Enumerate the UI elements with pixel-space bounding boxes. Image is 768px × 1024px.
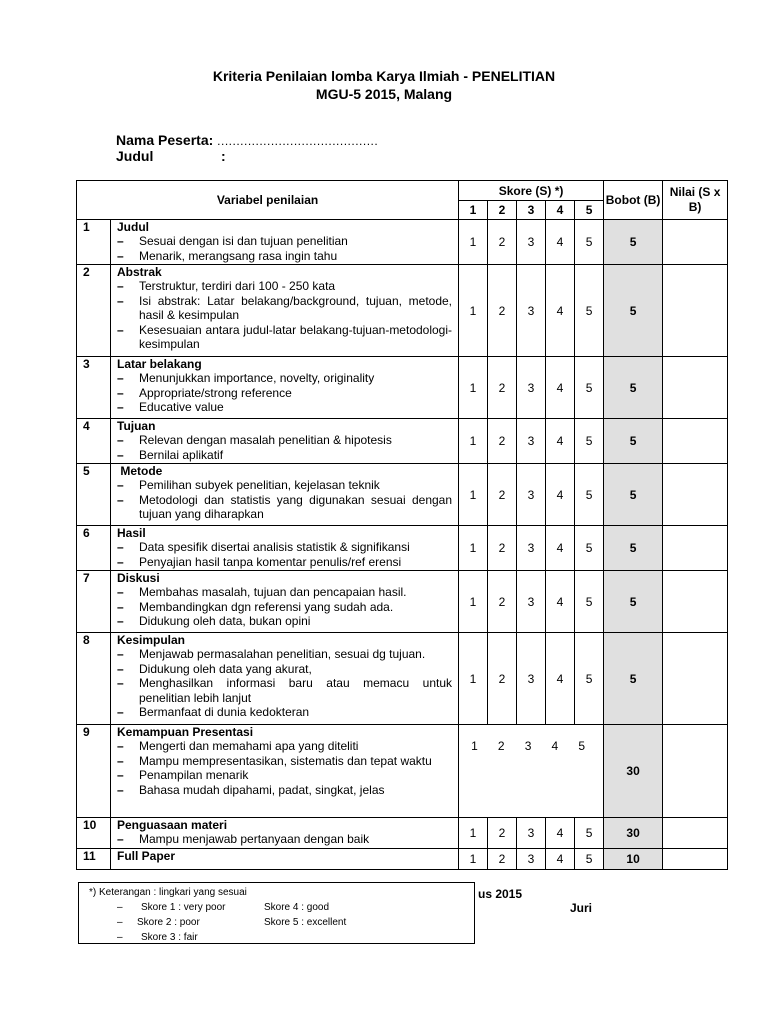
skore-header: Skore (S) *) <box>459 181 604 201</box>
score-option[interactable]: 3 <box>517 357 546 419</box>
nama-peserta-field <box>116 132 378 148</box>
score-option[interactable]: 2 <box>488 419 517 464</box>
criteria-items <box>117 478 452 522</box>
score-option[interactable]: 1 <box>459 265 488 357</box>
criteria-row <box>77 526 728 571</box>
score-option[interactable]: 4 <box>546 464 575 526</box>
document-subtitle: MGU-5 2015, Malang <box>315 86 453 102</box>
score-option[interactable]: 3 <box>517 265 546 357</box>
criteria-items <box>117 540 452 569</box>
bobot-value: 5 <box>604 526 663 571</box>
criteria-items <box>117 279 452 352</box>
score-option[interactable]: 4 <box>546 571 575 633</box>
criteria-item: – Terstruktur, terdiri dari 100 - 250 kata <box>117 279 452 294</box>
criteria-item: – Penyajian hasil tanpa komentar penulis/ref erensi <box>117 555 452 570</box>
score-option[interactable]: 1 <box>459 571 488 633</box>
criteria-number: 4 <box>77 419 111 464</box>
nama-peserta-label: Nama Peserta: <box>116 132 214 148</box>
score-option[interactable]: 1 <box>459 526 488 571</box>
bobot-value: 10 <box>604 848 663 869</box>
score-option[interactable]: 4 <box>546 419 575 464</box>
criteria-name: Latar belakang <box>117 357 202 371</box>
criteria-item: – Bernilai aplikatif <box>117 448 452 463</box>
legend-dash: – <box>117 917 123 928</box>
criteria-name: Kesimpulan <box>117 633 186 647</box>
nilai-input[interactable] <box>663 571 728 633</box>
score-option[interactable]: 2 <box>488 633 517 725</box>
score-option[interactable]: 3 <box>517 848 546 869</box>
criteria-item: – Pemilihan subyek penelitian, kejelasan teknik <box>117 478 452 493</box>
legend-title: *) Keterangan : lingkari yang sesuai <box>89 887 247 898</box>
score-option[interactable]: 3 <box>517 220 546 265</box>
criteria-cell <box>111 419 459 464</box>
criteria-item: – Mengerti dan memahami apa yang diteliti <box>117 739 452 754</box>
score-option[interactable]: 5 <box>575 526 604 571</box>
score-option[interactable]: 1 <box>459 848 488 869</box>
criteria-row <box>77 725 728 818</box>
criteria-item: – Menunjukkan importance, novelty, originality <box>117 371 452 386</box>
criteria-row <box>77 419 728 464</box>
bobot-value: 5 <box>604 265 663 357</box>
criteria-name: Hasil <box>117 526 146 540</box>
score-option[interactable]: 2 <box>488 464 517 526</box>
legend-skore-5: Skore 5 : excellent <box>264 917 347 928</box>
score-option[interactable]: 5 <box>575 419 604 464</box>
judul-colon: : <box>221 148 226 164</box>
criteria-row <box>77 633 728 725</box>
score-option[interactable]: 5 <box>575 220 604 265</box>
criteria-items <box>117 585 452 629</box>
criteria-name: Full Paper <box>117 848 176 863</box>
score-col-header: 4 <box>546 201 575 220</box>
score-option[interactable]: 1 <box>459 633 488 725</box>
score-col-header: 5 <box>575 201 604 220</box>
score-option[interactable]: 2 <box>488 265 517 357</box>
score-option[interactable]: 4 <box>546 220 575 265</box>
criteria-item: – Educative value <box>117 400 452 415</box>
score-option[interactable]: 3 <box>524 739 532 753</box>
score-option[interactable]: 3 <box>517 526 546 571</box>
variabel-header: Variabel penilaian <box>77 181 459 220</box>
score-option[interactable]: 4 <box>546 633 575 725</box>
score-option[interactable]: 3 <box>517 818 546 849</box>
bobot-value: 5 <box>604 419 663 464</box>
criteria-name: Diskusi <box>117 571 160 585</box>
score-option[interactable]: 1 <box>459 220 488 265</box>
criteria-row <box>77 571 728 633</box>
score-option[interactable]: 3 <box>517 571 546 633</box>
criteria-cell <box>111 265 459 357</box>
criteria-name: Abstrak <box>117 265 162 279</box>
score-option[interactable]: 5 <box>575 357 604 419</box>
score-option[interactable]: 2 <box>497 739 505 753</box>
legend-dash: – <box>117 932 123 943</box>
criteria-row <box>77 848 728 869</box>
score-option[interactable]: 1 <box>459 357 488 419</box>
score-option[interactable]: 4 <box>546 526 575 571</box>
criteria-name: Tujuan <box>117 419 156 433</box>
criteria-cell <box>111 848 459 869</box>
nilai-input[interactable] <box>663 633 728 725</box>
nama-peserta-dots: .......................................... <box>217 134 379 148</box>
nilai-input[interactable] <box>663 526 728 571</box>
criteria-name: Penguasaan materi <box>117 818 228 832</box>
criteria-items <box>117 739 452 797</box>
criteria-number: 7 <box>77 571 111 633</box>
juri-label: Juri <box>570 901 593 915</box>
criteria-row <box>77 220 728 265</box>
criteria-item: – Data spesifik disertai analisis statistik & signifikansi <box>117 540 452 555</box>
score-option[interactable]: 3 <box>517 633 546 725</box>
criteria-cell <box>111 725 459 818</box>
criteria-number: 3 <box>77 357 111 419</box>
criteria-item: – Kesesuaian antara judul-latar belakang-tujuan-metodologi-kesimpulan <box>117 323 452 352</box>
score-option[interactable]: 4 <box>546 265 575 357</box>
score-option[interactable]: 3 <box>517 464 546 526</box>
score-option[interactable]: 2 <box>488 220 517 265</box>
criteria-row <box>77 818 728 849</box>
score-col-header: 2 <box>488 201 517 220</box>
nilai-input[interactable] <box>663 220 728 265</box>
legend-box <box>78 882 475 944</box>
score-option[interactable]: 2 <box>488 526 517 571</box>
criteria-number: 1 <box>77 220 111 265</box>
score-option[interactable]: 3 <box>517 419 546 464</box>
score-option[interactable]: 1 <box>471 739 478 753</box>
criteria-item: – Mampu mempresentasikan, sistematis dan tepat waktu <box>117 754 452 769</box>
bobot-value: 5 <box>604 633 663 725</box>
bobot-value: 30 <box>604 818 663 849</box>
criteria-cell <box>111 220 459 265</box>
score-option[interactable]: 5 <box>578 739 586 753</box>
criteria-number: 8 <box>77 633 111 725</box>
bobot-value: 30 <box>604 725 663 818</box>
criteria-number: 5 <box>77 464 111 526</box>
criteria-item: – Isi abstrak: Latar belakang/background, tujuan, metode, hasil & kesimpulan <box>117 294 452 323</box>
criteria-item: – Membandingkan dgn referensi yang sudah ada. <box>117 600 452 615</box>
criteria-item: – Bahasa mudah dipahami, padat, singkat, jelas <box>117 783 452 798</box>
score-option[interactable]: 4 <box>546 848 575 869</box>
score-option[interactable]: 5 <box>575 265 604 357</box>
nilai-input[interactable] <box>663 357 728 419</box>
legend-dash: – <box>117 902 123 913</box>
score-option[interactable]: 4 <box>551 739 559 753</box>
criteria-item: – Appropriate/strong reference <box>117 386 452 401</box>
criteria-row <box>77 265 728 357</box>
nilai-input[interactable] <box>663 464 728 526</box>
legend-skore-1: Skore 1 : very poor <box>141 902 226 913</box>
judul-label: Judul <box>116 148 154 164</box>
score-option[interactable]: 4 <box>546 357 575 419</box>
score-option[interactable]: 5 <box>575 848 604 869</box>
criteria-item: – Mampu menjawab pertanyaan dengan baik <box>117 832 452 847</box>
criteria-number: 10 <box>77 818 111 849</box>
criteria-item: – Menghasilkan informasi baru atau memacu untuk penelitian lebih lanjut <box>117 676 452 705</box>
criteria-number: 2 <box>77 265 111 357</box>
criteria-cell <box>111 357 459 419</box>
criteria-item: – Didukung oleh data, bukan opini <box>117 614 452 629</box>
criteria-cell <box>111 571 459 633</box>
criteria-number: 6 <box>77 526 111 571</box>
criteria-table <box>76 180 728 870</box>
criteria-row <box>77 464 728 526</box>
score-option[interactable]: 2 <box>488 571 517 633</box>
criteria-items <box>117 433 452 462</box>
legend-skore-2: Skore 2 : poor <box>137 917 200 928</box>
criteria-number: 11 <box>77 848 111 869</box>
criteria-item: – Bermanfaat di dunia kedokteran <box>117 705 452 720</box>
score-option[interactable]: 1 <box>459 464 488 526</box>
nilai-input[interactable] <box>663 818 728 849</box>
criteria-item: – Penampilan menarik <box>117 768 452 783</box>
score-option[interactable]: 1 <box>459 419 488 464</box>
bobot-value: 5 <box>604 571 663 633</box>
score-col-header: 1 <box>459 201 488 220</box>
criteria-number: 9 <box>77 725 111 818</box>
criteria-items <box>117 234 452 263</box>
nilai-input[interactable] <box>663 725 728 818</box>
judul-field <box>116 148 226 164</box>
criteria-cell <box>111 633 459 725</box>
criteria-item: – Membahas masalah, tujuan dan pencapaian hasil. <box>117 585 452 600</box>
score-option[interactable]: 2 <box>488 818 517 849</box>
score-option[interactable]: 1 <box>459 818 488 849</box>
score-option[interactable]: 2 <box>488 848 517 869</box>
legend-skore-4: Skore 4 : good <box>264 902 330 913</box>
score-option[interactable]: 5 <box>575 818 604 849</box>
legend-skore-3: Skore 3 : fair <box>141 932 198 943</box>
criteria-item: – Relevan dengan masalah penelitian & hipotesis <box>117 433 452 448</box>
criteria-name: Judul <box>117 220 149 234</box>
score-option[interactable]: 2 <box>488 357 517 419</box>
nilai-header: Nilai (S x B) <box>663 181 728 220</box>
score-option[interactable]: 5 <box>575 464 604 526</box>
criteria-item: – Didukung oleh data yang akurat, <box>117 662 452 677</box>
bobot-header: Bobot (B) <box>604 181 663 220</box>
criteria-row <box>77 357 728 419</box>
nilai-input[interactable] <box>663 848 728 869</box>
criteria-items <box>117 371 452 415</box>
score-col-header: 3 <box>517 201 546 220</box>
criteria-item: – Metodologi dan statistis yang digunakan sesuai dengan tujuan yang diharapkan <box>117 493 452 522</box>
criteria-cell <box>111 526 459 571</box>
criteria-cell <box>111 818 459 849</box>
score-option[interactable]: 5 <box>575 633 604 725</box>
criteria-items <box>117 647 452 720</box>
criteria-name: Metode <box>117 464 163 478</box>
bobot-value: 5 <box>604 464 663 526</box>
score-option[interactable]: 4 <box>546 818 575 849</box>
criteria-item: – Menjawab permasalahan penelitian, sesuai dg tujuan. <box>117 647 452 662</box>
criteria-name: Kemampuan Presentasi <box>117 725 254 739</box>
criteria-items <box>117 832 452 847</box>
criteria-item: – Menarik, merangsang rasa ingin tahu <box>117 249 452 264</box>
document-title: Kriteria Penilaian lomba Karya Ilmiah - PENELITIAN <box>212 68 556 84</box>
bobot-value: 5 <box>604 220 663 265</box>
criteria-cell <box>111 464 459 526</box>
criteria-item: – Sesuai dengan isi dan tujuan penelitian <box>117 234 452 249</box>
nilai-input[interactable] <box>663 419 728 464</box>
nilai-input[interactable] <box>663 265 728 357</box>
score-options <box>459 725 604 818</box>
bobot-value: 5 <box>604 357 663 419</box>
date-fragment: us 2015 <box>478 887 523 901</box>
score-option[interactable]: 5 <box>575 571 604 633</box>
